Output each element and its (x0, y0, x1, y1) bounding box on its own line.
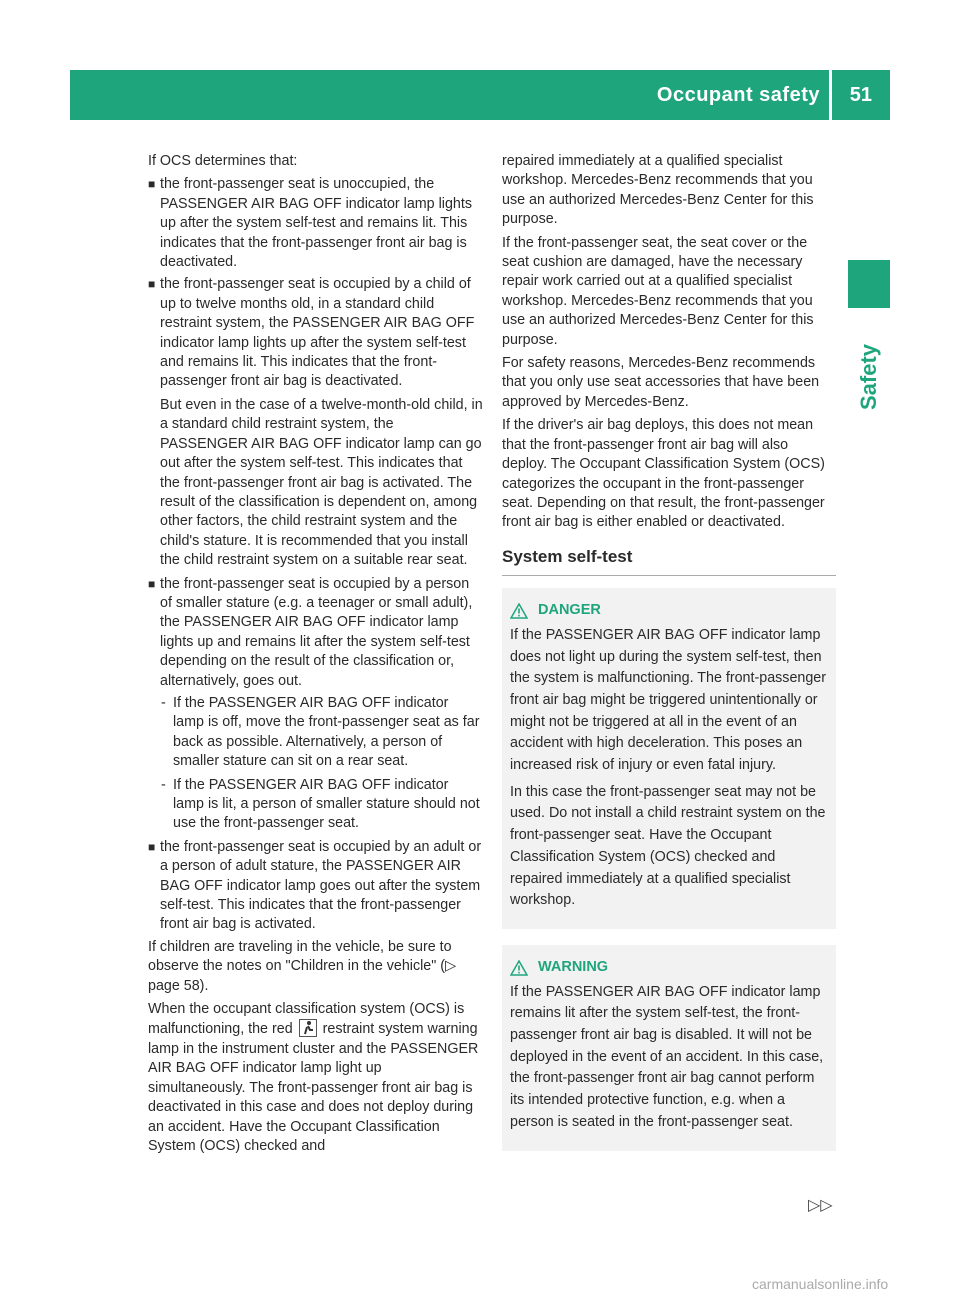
paragraph: repaired immediately at a qualified specialist workshop. Mercedes-Benz recommends that you use an authorized Mercedes-Benz Center for this purpose. (502, 153, 814, 228)
bullet-icon: ■ (148, 177, 156, 192)
restraint-system-warning-icon (299, 1019, 317, 1037)
danger-text: If the PASSENGER AIR BAG OFF indicator lamp does not light up during the system self-test, then the system is malfunctioning. The front-passenger front air bag might be triggered unintentionally or might not be triggered at all in the event of an accident with high deceleration. This poses an increased risk of injury or even fatal injury. (510, 626, 827, 774)
warning-triangle-icon (510, 960, 528, 976)
left-column (148, 152, 483, 1160)
right-column (502, 152, 836, 1151)
warning-triangle-icon (510, 603, 528, 619)
bullet-extra-text: But even in the case of a twelve-month-old child, in a standard child restraint system, the PASSENGER AIR BAG OFF indicator lamp can go out after the system self-test. This indicates that the front-passenger front air bag is activated. The result of the classification is dependent on, among other factors, the child restraint system and the child's stature. It is recommended that you install the child restraint system on a suitable rear seat. (160, 396, 483, 569)
page-header (70, 70, 890, 120)
sub-list-item: - If the PASSENGER AIR BAG OFF indicator lamp is lit, a person of smaller stature should not use the front-passenger seat. (161, 776, 480, 832)
paragraph: If the front-passenger seat, the seat cover or the seat cushion are damaged, have the necessary repair work carried out at a qualified specialist workshop. Mercedes-Benz recommends that you use an authorized Mercedes-Benz Center for this purpose. (502, 234, 814, 348)
paragraph: For safety reasons, Mercedes-Benz recommends that you only use seat accessories that have been approved by Mercedes-Benz. (502, 355, 820, 410)
paragraph: If the driver's air bag deploys, this does not mean that the front-passenger front air bag will also deploy. The Occupant Classification System (OCS) categorizes the occupant in the front-passenger seat. Depending on that result, the front-passenger front air bag is either enabled or deactivated. (502, 417, 825, 531)
page-number: 51 (849, 84, 872, 106)
warning-title: WARNING (538, 958, 609, 975)
sub-list-item: - If the PASSENGER AIR BAG OFF indicator lamp is off, move the front-passenger seat as far back as possible. Alternatively, a person of smaller stature can sit on a rear seat. (161, 694, 480, 770)
danger-text: In this case the front-passenger seat may not be used. Do not install a child restraint system on the front-passenger seat. Have the Occupant Classification System (OCS) checked and repaired immediately at a qualified specialist workshop. (510, 783, 826, 909)
continue-icon: ▷▷ (808, 1197, 833, 1214)
section-label: Safety (856, 343, 881, 410)
watermark: carmanualsonline.info (752, 1276, 889, 1292)
list-item: ■ the front-passenger seat is unoccupied, the PASSENGER AIR BAG OFF indicator lamp lights up after the system self-test and remains lit. This indicates that the front-passenger front air bag is deactivated. (148, 176, 472, 271)
section-heading: System self-test (502, 547, 836, 576)
header-divider (829, 70, 832, 120)
bullet-icon: ■ (148, 839, 156, 854)
header-title: Occupant safety (656, 84, 820, 106)
ocs-malfunction-text: When the occupant classification system (OCS) is malfunctioning, the red restraint system warning lamp in the instrument cluster and the PASSENGER AIR BAG OFF indicator lamp light up simultaneously. The front-passenger front air bag is deactivated in this case and does not deploy during an accident. Have the Occupant Classification System (OCS) checked and (148, 1001, 479, 1154)
bullet-icon: ■ (148, 277, 156, 292)
warning-text: If the PASSENGER AIR BAG OFF indicator lamp remains lit after the system self-test, the front-passenger front air bag is disabled. It will not be deployed in the event of an accident. In this case, the front-passenger front air bag cannot perform its intended protective function, e.g. when a person is seated in the front-passenger seat. (510, 983, 824, 1130)
list-item: ■ the front-passenger seat is occupied by an adult or a person of adult stature, the PASSENGER AIR BAG OFF indicator lamp goes out after the system self-test. This indicates that the front-passenger front air bag is activated. (148, 838, 482, 933)
children-note: If children are traveling in the vehicle, be sure to observe the notes on "Children in the vehicle" (▷ page 58). (148, 938, 457, 994)
list-item: ■ the front-passenger seat is occupied by a child of up to twelve months old, in a standard child restraint system, the PASSENGER AIR BAG OFF indicator lamp lights up after the system self-test and remains lit. This indicates that the front-passenger front air bag is deactivated. But even in the case of a twelve-month-old child, in a standard child restraint system, the PASSENGER AIR BAG OFF indicator lamp can go out after the system self-test. This indicates that the front-passenger front air bag is activated. The result of the classification is dependent on, among other factors, the child restraint system and the child's stature. It is recommended that you install the child restraint system on a suitable rear seat. (148, 275, 483, 570)
list-item: ■ the front-passenger seat is occupied by a person of smaller stature (e.g. a teenager or small adult), the PASSENGER AIR BAG OFF indicator lamp lights up and remains lit after the system self-test depending on the result of the classification or, alternatively, goes out. (148, 575, 473, 689)
warning-box (502, 945, 836, 1151)
intro-text: If OCS determines that: (148, 153, 298, 169)
section-tab (848, 260, 890, 308)
danger-box (502, 588, 836, 929)
danger-title: DANGER (538, 602, 601, 619)
bullet-icon: ■ (148, 576, 156, 591)
